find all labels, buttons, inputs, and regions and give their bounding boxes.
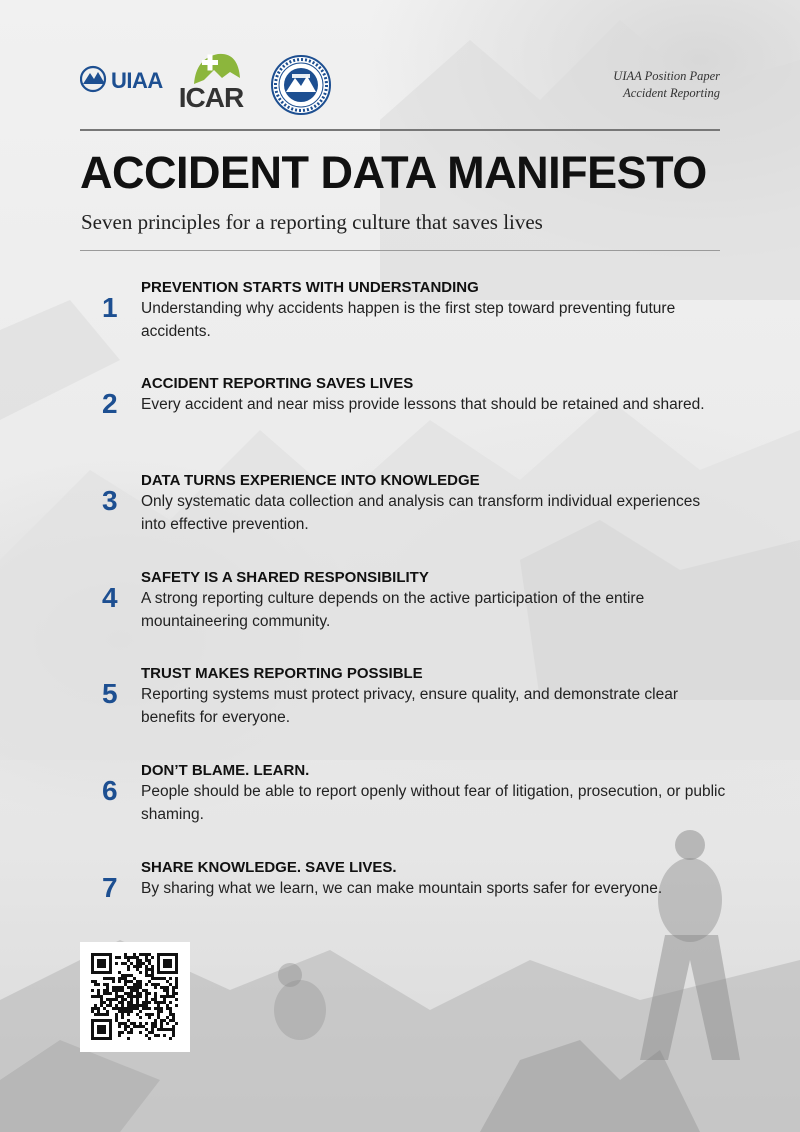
doc-topic: Accident Reporting (623, 86, 720, 100)
icar-wordmark: ICAR (178, 82, 244, 113)
principle-3 (0, 471, 800, 551)
uiaa-wordmark: UIAA (111, 68, 163, 93)
principle-1 (0, 278, 800, 358)
principle-6 (0, 761, 800, 841)
principle-text: Only systematic data collection and analysis can transform individual experiences into effective prevention. (141, 493, 701, 533)
principle-text: People should be able to report openly without fear of litigation, prosecution, or public shaming. (141, 783, 726, 823)
principle-number: 4 (102, 582, 118, 613)
qr-code-icon[interactable] (80, 942, 190, 1052)
principle-text: Every accident and near miss provide lessons that should be retained and shared. (141, 396, 705, 413)
qr-code-graphic[interactable] (80, 942, 190, 1052)
principle-number: 2 (102, 388, 118, 419)
principle-2 (0, 374, 800, 454)
principle-5 (0, 664, 800, 744)
principle-text: Reporting systems must protect privacy, ensure quality, and demonstrate clear benefits for everyone. (141, 686, 678, 726)
principle-heading: ACCIDENT REPORTING SAVES LIVES (141, 375, 414, 392)
principle-heading: SHARE KNOWLEDGE. SAVE LIVES. (141, 859, 397, 876)
principle-heading: DATA TURNS EXPERIENCE INTO KNOWLEDGE (141, 472, 480, 489)
page-subtitle: Seven principles for a reporting culture that saves lives (81, 210, 543, 234)
principle-number: 1 (102, 292, 118, 323)
principle-number: 7 (102, 872, 118, 903)
principle-number: 5 (102, 678, 118, 709)
principle-heading: SAFETY IS A SHARED RESPONSIBILITY (141, 569, 429, 586)
principle-7 (0, 858, 800, 938)
principle-number: 6 (102, 775, 118, 806)
page-title: ACCIDENT DATA MANIFESTO (80, 147, 707, 198)
principle-heading: TRUST MAKES REPORTING POSSIBLE (141, 665, 423, 682)
principle-heading: PREVENTION STARTS WITH UNDERSTANDING (141, 279, 479, 296)
principle-number: 3 (102, 485, 118, 516)
principle-4 (0, 568, 800, 648)
principle-text: Understanding why accidents happen is the first step toward preventing future accidents. (141, 300, 676, 340)
principle-text: By sharing what we learn, we can make mountain sports safer for everyone. (141, 880, 663, 897)
doc-series: UIAA Position Paper (613, 69, 720, 83)
principle-heading: DON’T BLAME. LEARN. (141, 762, 310, 779)
principle-text: A strong reporting culture depends on the active participation of the entire mountaineering community. (141, 590, 645, 630)
